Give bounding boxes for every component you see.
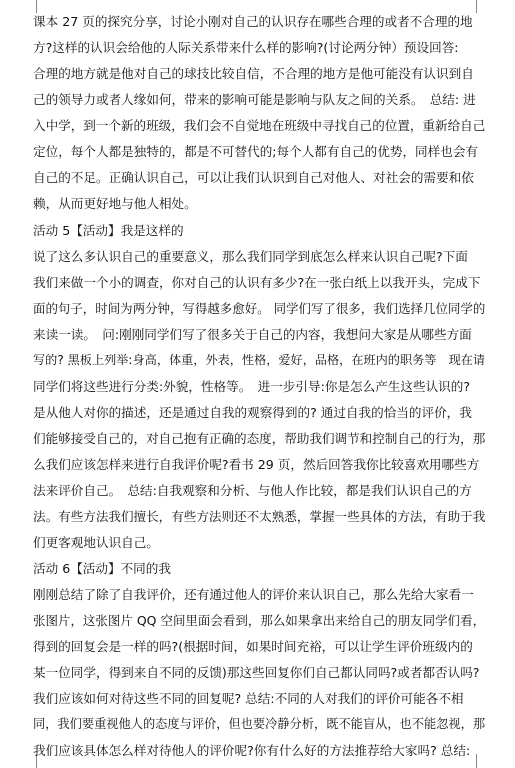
text-line: 合理的地方就是他对自己的球技比较自信，不合理的地方是他可能没有认识到自 [33,66,474,81]
text-line: 方?这样的认识会给他的人际关系带来什么样的影响?(讨论两分钟）预设回答: [33,40,459,55]
text-line: 入中学，到一个新的班级，我们会不自觉地在班级中寻找自己的位置，重新给自己 [33,118,486,133]
text-line: 面的句子，时间为两分钟，写得越多愈好。 同学们写了很多，我们选择几位同学的 [33,301,486,316]
activity-heading: 活动 6【活动】不同的我 [33,561,171,576]
activity-heading: 活动 5【活动】我是这样的 [33,223,184,238]
text-line: 们能够接受自己的，对自己抱有正确的态度，帮助我们调节和控制自己的行为，那 [33,431,486,446]
text-line: 是从他人对你的描述，还是通过自我的观察得到的? 通过自我的恰当的评价，我 [33,405,472,420]
text-line: 得到的回复会是一样的吗?(根据时间，如果时间充裕，可以让学生评价班级内的 [33,639,473,654]
text-line: 来读一读。 问:刚刚同学们写了很多关于自己的内容，我想问大家是从哪些方面 [33,327,472,342]
text-line: 法。有些方法我们擅长，有些方法则还不太熟悉，掌握一些具体的方法，有助于我 [33,509,486,524]
text-line: 课本 27 页的探究分享，讨论小刚对自己的认识存在哪些合理的或者不合理的地 [33,14,473,29]
text-line: 某一位同学，得到来自不同的反馈)那这些回复你们自己都认同吗?或者都否认吗? [33,665,480,680]
text-line: 定位，每个人都是独特的，都是不可替代的;每个人都有自己的优势，同样也会有 [33,144,479,159]
text-line: 法来评价自己。 总结:自我观察和分析、与他人作比较，都是我们认识自己的方 [33,483,472,498]
text-line: 我们来做一个小的调查，你对自己的认识有多少?在一张白纸上以我开头，完成下 [33,275,481,290]
text-line: 我们应该如何对待这些不同的回复呢? 总结:不同的人对我们的评价可能各不相 [33,691,464,706]
text-line: 们更客观地认识自己。 [33,535,159,550]
text-line: 赖，从而更好地与他人相处。 [33,196,197,211]
text-line: 么我们应该怎样来进行自我评价呢?看书 29 页，然后回答我你比较喜欢用哪些方 [33,457,480,472]
text-line: 说了这么多认识自己的重要意义，那么我们同学到底怎么样来认识自己呢?下面 [33,249,468,264]
text-line: 同，我们要重视他人的态度与评价，但也要冷静分析，既不能盲从，也不能忽视，那 [33,717,486,731]
text-line: 我们应该具体怎么样对待他人的评价呢?你有什么好的方法推荐给大家吗? 总结: [33,743,471,758]
text-line: 张图片，这张图片 QQ 空间里面会看到，那么如果拿出来给自己的朋友同学们看， [33,613,486,628]
text-line: 同学们将这些进行分类:外貌，性格等。 进一步引导:你是怎么产生这些认识的? [33,379,471,394]
text-line: 自己的不足。正确认识自己，可以让我们认识到自己对他人、对社会的需要和依 [33,170,474,185]
text-line: 刚刚总结了除了自我评价，还有通过他人的评价来认识自己，那么先给大家看一 [33,587,474,602]
text-line: 己的领导力或者人缘如何，带来的影响可能是影响与队友之间的关系。 总结: 进 [33,92,476,107]
text-line: 写的? 黑板上列举:身高，体重，外表，性格，爱好，品格，在班内的职务等 现在请 [33,353,486,367]
